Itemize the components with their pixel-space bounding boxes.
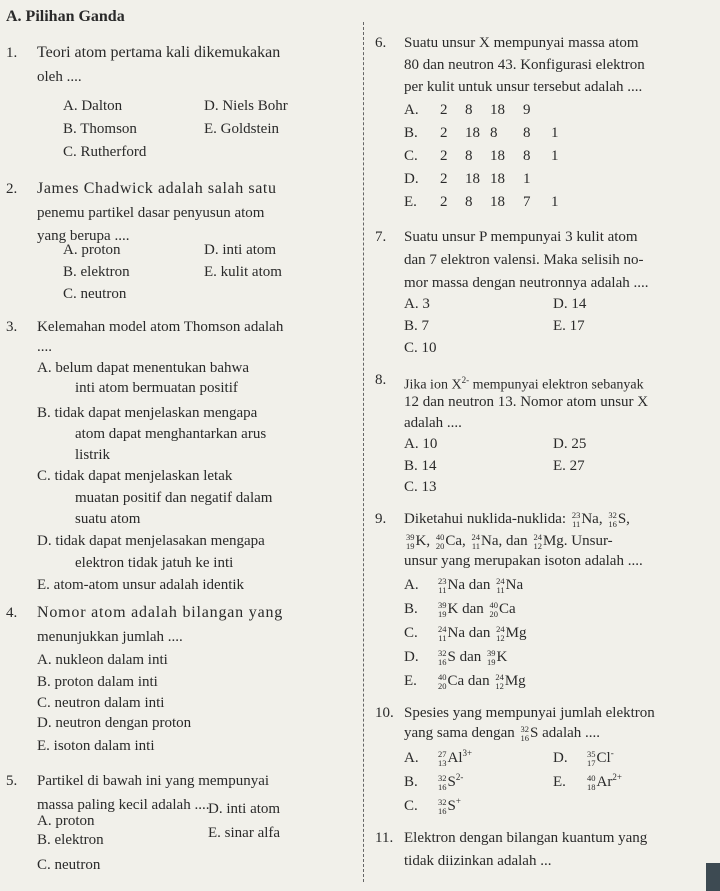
q4-number: 4. [6, 605, 18, 621]
q10-option-label: D. [553, 750, 568, 766]
q8-option-e[interactable]: E. 27 [553, 458, 585, 474]
nuclide-mass: 23 [438, 576, 447, 587]
q10-option-e[interactable] [553, 768, 622, 791]
nuclide-z: 13 [438, 757, 447, 768]
q3-number: 3. [6, 319, 18, 335]
q6-number: 6. [375, 35, 387, 51]
q4-option-d[interactable]: D. neutron dengan proton [37, 715, 192, 731]
nuclide-iso [495, 673, 504, 690]
config-value: 2 [440, 125, 448, 141]
q9-stem-3: unsur yang merupakan isoton adalah .... [404, 553, 643, 569]
nuclide-z: 12 [533, 540, 542, 551]
nuclide-mass: 24 [438, 624, 447, 635]
nuclide-mass: 40 [438, 672, 447, 683]
q1-option-a[interactable]: A. Dalton [63, 98, 123, 114]
nuclide-iso [496, 625, 505, 642]
q7-stem-1: Suatu unsur P mempunyai 3 kulit atom [404, 229, 638, 245]
q10-number: 10. [375, 705, 394, 721]
nuclide-mass: 40 [587, 773, 596, 784]
q6-option-label: C. [404, 148, 418, 164]
nuclide-z: 18 [587, 781, 596, 792]
nuclide-iso [487, 649, 496, 666]
column-divider [363, 22, 364, 882]
config-value: 2 [440, 102, 448, 118]
q4-stem-2: menunjukkan jumlah .... [37, 629, 183, 645]
nuclide-z: 17 [587, 757, 596, 768]
q4-option-e[interactable]: E. isoton dalam inti [37, 738, 155, 754]
nuclide-z: 16 [438, 781, 447, 792]
q8-stem-1b: mempunyai elektron sebanyak [469, 377, 644, 393]
nuclide-symbol: S [447, 649, 456, 665]
q8-number: 8. [375, 372, 387, 388]
nuclide-symbol: S [447, 774, 456, 790]
q9-nuclide-na23-iso [572, 511, 581, 528]
q7-option-b[interactable]: B. 7 [404, 318, 430, 334]
q3-option-d-cont: elektron tidak jatuh ke inti [75, 555, 234, 571]
nuclide-symbol: Ca [447, 673, 465, 689]
q5-option-b[interactable]: B. elektron [37, 832, 104, 848]
config-value: 18 [465, 171, 480, 187]
q9-and-word: dan [459, 649, 482, 665]
nuclide-mass: 32 [608, 510, 617, 521]
q10-option-b[interactable] [404, 768, 463, 791]
q9-and-word: dan [462, 601, 484, 617]
nuclide-iso [587, 774, 596, 791]
nuclide-mass: 39 [406, 532, 415, 543]
q8-stem-1a: Jika ion X [404, 377, 462, 393]
q10-option-label: E. [553, 774, 566, 790]
q8-stem-2: 12 dan neutron 13. Nomor atom unsur X [404, 394, 649, 410]
q10-tail-text: adalah .... [542, 725, 601, 741]
q10-option-a[interactable] [404, 744, 472, 767]
nuclide-symbol: S [530, 725, 539, 741]
nuclide-z: 20 [438, 680, 447, 691]
config-value: 2 [440, 194, 448, 210]
nuclide-z: 20 [489, 608, 499, 619]
q7-option-e[interactable]: E. 17 [553, 318, 585, 334]
q3-stem-1: Kelemahan model atom Thomson adalah [37, 319, 284, 335]
nuclide-mass: 35 [587, 749, 596, 760]
config-value: 18 [490, 194, 505, 210]
q9-and-text: , dan [498, 533, 528, 549]
q2-stem-1: James Chadwick adalah salah satu [37, 180, 277, 197]
nuclide-symbol: Mg [542, 533, 564, 549]
ion-charge: 2- [455, 772, 464, 782]
nuclide-z: 16 [438, 805, 447, 816]
q5-number: 5. [6, 773, 18, 789]
q5-stem-2: massa paling kecil adalah .... [37, 797, 210, 813]
q9-option-e[interactable] [404, 672, 526, 690]
q8-option-c[interactable]: C. 13 [404, 479, 437, 495]
config-value: 8 [490, 125, 498, 141]
q7-stem-3: mor massa dengan neutronnya adalah .... [404, 275, 649, 291]
q9-option-d[interactable] [404, 648, 507, 666]
config-value: 1 [551, 125, 559, 141]
page-corner-shadow [706, 863, 720, 891]
nuclide-iso [438, 649, 447, 666]
q9-nuclide-k39-iso [406, 533, 415, 550]
config-value: 9 [523, 102, 531, 118]
nuclide-symbol: Na [481, 533, 499, 549]
q9-option-label: B. [404, 601, 418, 617]
q10-ref-iso [521, 725, 530, 742]
nuclide-iso [438, 798, 447, 815]
q7-option-a[interactable]: A. 3 [404, 296, 430, 312]
q10-stem-2 [404, 724, 600, 742]
q9-and-word: dan [468, 577, 491, 593]
nuclide-z: 11 [471, 540, 481, 551]
q6-stem-1: Suatu unsur X mempunyai massa atom [404, 35, 639, 51]
config-value: 1 [551, 148, 559, 164]
nuclide-z: 11 [496, 584, 505, 595]
config-value: 18 [490, 102, 505, 118]
nuclide-z: 16 [438, 656, 447, 667]
nuclide-z: 12 [495, 680, 504, 691]
q1-option-b[interactable]: B. Thomson [63, 121, 137, 137]
nuclide-iso [438, 577, 447, 594]
q4-option-c[interactable]: C. neutron dalam inti [37, 695, 165, 711]
nuclide-symbol: Na [505, 577, 524, 593]
q5-stem-1: Partikel di bawah ini yang mempunyai [37, 773, 270, 789]
q7-option-d[interactable]: D. 14 [553, 296, 587, 312]
nuclide-iso [438, 673, 447, 690]
q10-option-c[interactable] [404, 792, 461, 815]
nuclide-mass: 24 [471, 532, 481, 543]
nuclide-mass: 24 [495, 672, 504, 683]
q9-option-c[interactable] [404, 624, 527, 642]
nuclide-iso [438, 625, 447, 642]
config-value: 8 [523, 125, 531, 141]
ion-charge: - [610, 748, 614, 758]
q2-option-c[interactable]: C. neutron [63, 286, 127, 302]
nuclide-symbol: Na [581, 511, 599, 527]
q3-option-b-cont2: listrik [75, 447, 111, 463]
ion-charge: 2+ [612, 772, 622, 782]
nuclide-z: 16 [520, 732, 530, 743]
q3-option-c-cont: muatan positif dan negatif dalam [75, 490, 273, 506]
nuclide-z: 19 [406, 540, 415, 551]
q1-option-c[interactable]: C. Rutherford [63, 144, 147, 160]
q6-option-label: B. [404, 125, 418, 141]
q10-stem-2-text: yang sama dengan [404, 725, 515, 741]
q9-stem-2: 39 19 K, 40 20 Ca, 24 11 Na, dan 24 12 Mg. Unsur- [406, 532, 613, 551]
nuclide-symbol: K [447, 601, 459, 617]
nuclide-mass: 27 [438, 749, 447, 760]
q3-option-d[interactable]: D. tidak dapat menjelasakan mengapa [37, 533, 265, 549]
nuclide-symbol: Mg [505, 625, 527, 641]
nuclide-mass: 32 [438, 773, 447, 784]
ion-charge: 3+ [462, 748, 473, 758]
q8-option-b[interactable]: B. 14 [404, 458, 437, 474]
section-title: A. Pilihan Ganda [6, 8, 125, 25]
q4-stem-1: Nomor atom adalah bilangan yang [37, 604, 284, 621]
q9-nuclide-na24-iso [472, 533, 481, 550]
q1-option-d[interactable]: D. Niels Bohr [204, 98, 288, 114]
q3-option-e[interactable]: E. atom-atom unsur adalah identik [37, 577, 245, 593]
nuclide-z: 11 [438, 584, 447, 595]
nuclide-symbol: Al [447, 750, 463, 766]
config-value: 8 [465, 148, 473, 164]
q9-option-label: E. [404, 673, 417, 689]
q6-option-label: E. [404, 194, 417, 210]
q6-option-label: D. [404, 171, 419, 187]
q3-option-a-cont: inti atom bermuatan positif [75, 380, 238, 396]
nuclide-iso [587, 750, 596, 767]
nuclide-mass: 32 [438, 797, 447, 808]
nuclide-symbol: Na [447, 625, 465, 641]
config-value: 7 [523, 194, 531, 210]
q2-option-b[interactable]: B. elektron [63, 264, 130, 280]
nuclide-mass: 40 [435, 532, 445, 543]
q10-option-label: A. [404, 750, 419, 766]
q8-charge: 2- [461, 375, 470, 385]
q11-stem-2: tidak diizinkan adalah ... [404, 853, 552, 869]
nuclide-z: 20 [435, 540, 445, 551]
nuclide-symbol: S [447, 798, 456, 814]
nuclide-mass: 40 [489, 600, 499, 611]
nuclide-iso [490, 601, 499, 618]
q9-number: 9. [375, 511, 387, 527]
nuclide-iso [438, 774, 447, 791]
nuclide-symbol: K [496, 649, 508, 665]
nuclide-z: 19 [438, 608, 447, 619]
nuclide-z: 19 [487, 656, 496, 667]
q5-option-e[interactable]: E. sinar alfa [208, 825, 281, 841]
q8-stem-1 [404, 371, 644, 395]
q9-tail-text: . Unsur- [563, 533, 613, 549]
config-value: 8 [465, 102, 473, 118]
q3-stem-2: .... [37, 339, 52, 355]
q2-number: 2. [6, 181, 18, 197]
q8-option-a[interactable]: A. 10 [404, 436, 438, 452]
config-value: 18 [490, 148, 505, 164]
q9-option-label: D. [404, 649, 419, 665]
nuclide-symbol: Na [447, 577, 465, 593]
q9-option-label: C. [404, 625, 418, 641]
nuclide-mass: 24 [496, 624, 505, 635]
config-value: 2 [440, 171, 448, 187]
config-value: 1 [523, 171, 531, 187]
q1-option-e[interactable]: E. Goldstein [204, 121, 279, 137]
q9-and-word: dan [468, 625, 491, 641]
q7-number: 7. [375, 229, 387, 245]
q9-option-b[interactable] [404, 600, 516, 618]
q11-number: 11. [375, 830, 394, 846]
q3-option-c-cont2: suatu atom [75, 511, 141, 527]
nuclide-z: 11 [438, 632, 447, 643]
q6-stem-2: 80 dan neutron 43. Konfigurasi elektron [404, 57, 645, 73]
q9-nuclide-s32-iso [608, 511, 617, 528]
q11-stem-1: Elektron dengan bilangan kuantum yang [404, 830, 648, 846]
config-value: 18 [490, 171, 505, 187]
q6-option-label: A. [404, 102, 419, 118]
nuclide-symbol: Cl [596, 750, 611, 766]
nuclide-iso [438, 750, 447, 767]
nuclide-symbol: Ar [596, 774, 613, 790]
q9-nuclide-mg24-iso [533, 533, 542, 550]
nuclide-z: 16 [608, 518, 617, 529]
nuclide-iso [496, 577, 505, 594]
nuclide-mass: 24 [496, 576, 505, 587]
q2-stem-2: penemu partikel dasar penyusun atom [37, 205, 265, 221]
q10-option-label: B. [404, 774, 418, 790]
q10-option-d[interactable] [553, 744, 614, 767]
nuclide-mass: 32 [520, 724, 530, 735]
nuclide-symbol: Mg [504, 673, 526, 689]
nuclide-z: 11 [572, 518, 581, 529]
q1-stem-1: Teori atom pertama kali dikemukakan [37, 44, 281, 61]
q3-option-a[interactable]: A. belum dapat menentukan bahwa [37, 360, 250, 376]
q1-number: 1. [6, 45, 18, 61]
config-value: 1 [551, 194, 559, 210]
q6-stem-3: per kulit untuk unsur tersebut adalah .... [404, 79, 643, 95]
q4-option-b[interactable]: B. proton dalam inti [37, 674, 158, 690]
config-value: 18 [465, 125, 480, 141]
q9-nuclide-ca40-iso [436, 533, 445, 550]
config-value: 2 [440, 148, 448, 164]
config-value: 8 [465, 194, 473, 210]
nuclide-symbol: Ca [445, 533, 463, 549]
nuclide-mass: 23 [571, 510, 581, 521]
q10-option-label: C. [404, 798, 418, 814]
q4-option-a[interactable]: A. nukleon dalam inti [37, 652, 168, 668]
q3-option-b-cont: atom dapat menghantarkan arus [75, 426, 267, 442]
q9-stem-1: Diketahui nuklida-nuklida: 23 11 Na, 32 16 S, [404, 510, 630, 529]
nuclide-symbol: Ca [499, 601, 516, 617]
q8-stem-3: adalah .... [404, 415, 462, 431]
q2-option-a[interactable]: A. proton [63, 242, 121, 258]
ion-charge: + [455, 796, 461, 806]
q2-option-d[interactable]: D. inti atom [204, 242, 277, 258]
nuclide-mass: 24 [533, 532, 542, 543]
q9-option-label: A. [404, 577, 419, 593]
q9-stem-1-text: Diketahui nuklida-nuklida: [404, 511, 567, 527]
q3-option-c[interactable]: C. tidak dapat menjelaskan letak [37, 468, 233, 484]
q10-stem-1: Spesies yang mempunyai jumlah elektron [404, 705, 655, 721]
q8-option-d[interactable]: D. 25 [553, 436, 587, 452]
nuclide-symbol: K [415, 533, 427, 549]
q3-option-b[interactable]: B. tidak dapat menjelaskan mengapa [37, 405, 258, 421]
nuclide-z: 12 [496, 632, 505, 643]
q7-option-c[interactable]: C. 10 [404, 340, 437, 356]
q2-option-e[interactable]: E. kulit atom [204, 264, 282, 280]
nuclide-mass: 39 [438, 600, 447, 611]
nuclide-mass: 32 [438, 648, 447, 659]
q9-and-word: dan [467, 673, 490, 689]
q5-option-d[interactable]: D. inti atom [208, 801, 281, 817]
q1-stem-2: oleh .... [37, 69, 82, 85]
q2-stem-3: yang berupa .... [37, 228, 130, 244]
q5-option-a[interactable]: A. proton [37, 813, 95, 829]
nuclide-iso [438, 601, 447, 618]
q7-stem-2: dan 7 elektron valensi. Maka selisih no- [404, 252, 644, 268]
config-value: 8 [523, 148, 531, 164]
q5-option-c[interactable]: C. neutron [37, 857, 101, 873]
q9-option-a[interactable] [404, 576, 523, 594]
nuclide-symbol: S [617, 511, 627, 527]
nuclide-mass: 39 [487, 648, 496, 659]
